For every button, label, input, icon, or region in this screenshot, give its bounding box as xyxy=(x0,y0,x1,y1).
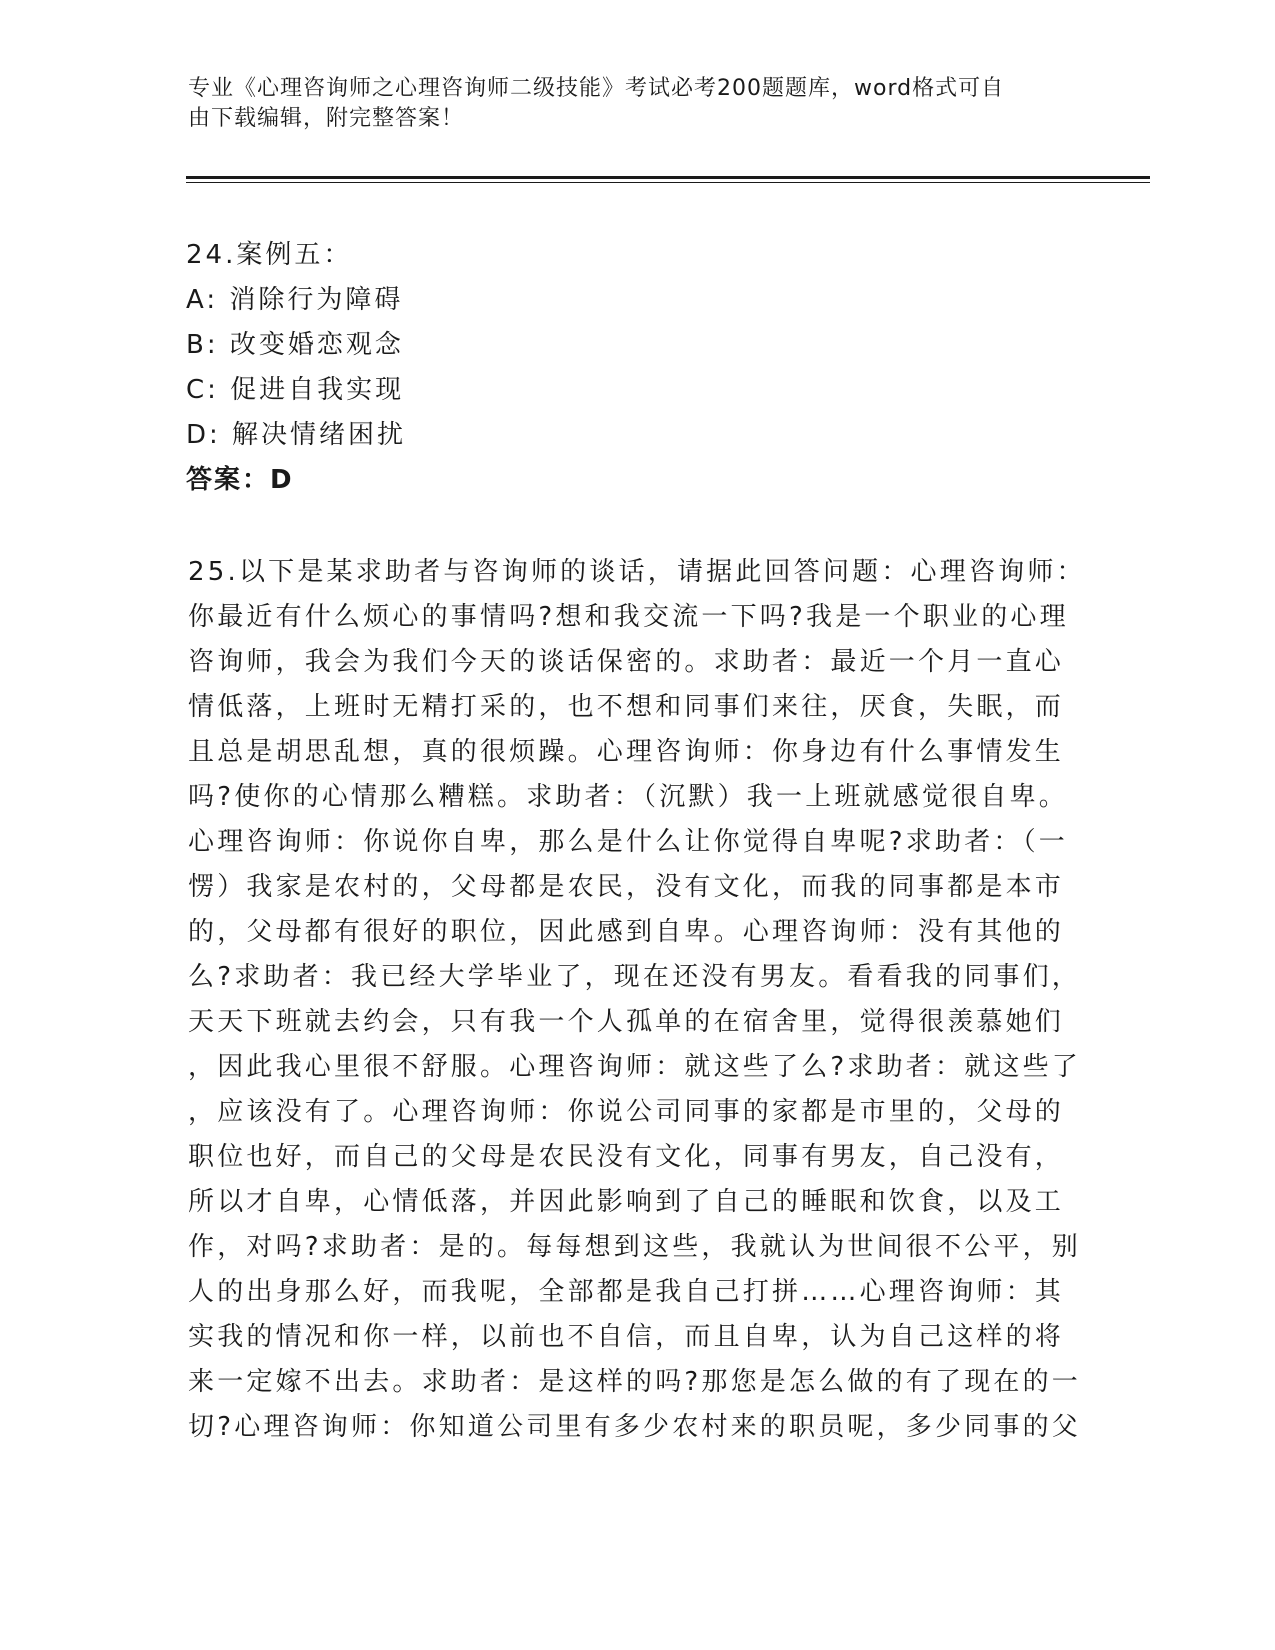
header-line-1: 专业《心理咨询师之心理咨询师二级技能》考试必考200题题库，word格式可自 xyxy=(188,76,1005,101)
question-25-line: 25.以下是某求助者与咨询师的谈话，请据此回答问题：心理咨询师： xyxy=(188,557,1086,587)
question-25-line: 你最近有什么烦心的事情吗?想和我交流一下吗?我是一个职业的心理 xyxy=(188,602,1069,632)
question-25-line: 吗?使你的心情那么糟糕。求助者：（沉默）我一上班就感觉很自卑。 xyxy=(188,782,1069,812)
question-25-line: 人的出身那么好，而我呢，全部都是我自己打拼……心理咨询师：其 xyxy=(188,1277,1065,1307)
question-25-line: ，因此我心里很不舒服。心理咨询师：就这些了么?求助者：就这些了 xyxy=(188,1052,1082,1082)
question-25-line: 切?心理咨询师：你知道公司里有多少农村来的职员呢，多少同事的父 xyxy=(188,1412,1082,1442)
question-25-line: 实我的情况和你一样，以前也不自信，而且自卑，认为自己这样的将 xyxy=(188,1322,1065,1352)
question-25-line: 所以才自卑，心情低落，并因此影响到了自己的睡眠和饮食，以及工 xyxy=(188,1187,1065,1217)
question-25 xyxy=(188,550,1086,1450)
question-24-option-d: D: 解决情绪困扰 xyxy=(186,420,407,450)
question-24-answer: 答案：D xyxy=(186,465,294,495)
header-rule-thin xyxy=(186,182,1150,183)
question-25-line: 职位也好，而自己的父母是农民没有文化，同事有男友，自己没有， xyxy=(188,1142,1065,1172)
question-24-option-c: C: 促进自我实现 xyxy=(186,375,405,405)
question-25-line: 情低落，上班时无精打采的，也不想和同事们来往，厌食，失眠，而 xyxy=(188,692,1065,722)
question-25-line: 心理咨询师：你说你自卑，那么是什么让你觉得自卑呢?求助者：（一 xyxy=(188,827,1069,857)
question-25-line: 作，对吗?求助者：是的。每每想到这些，我就认为世间很不公平，别 xyxy=(188,1232,1082,1262)
document-header xyxy=(188,74,1068,134)
question-25-line: 么?求助者：我已经大学毕业了，现在还没有男友。看看我的同事们， xyxy=(188,962,1082,992)
question-25-line: ，应该没有了。心理咨询师：你说公司同事的家都是市里的，父母的 xyxy=(188,1097,1065,1127)
header-rule-thick xyxy=(186,176,1150,179)
question-24-title: 24.案例五： xyxy=(186,240,353,270)
question-25-line: 的，父母都有很好的职位，因此感到自卑。心理咨询师：没有其他的 xyxy=(188,917,1065,947)
question-25-line: 来一定嫁不出去。求助者：是这样的吗?那您是怎么做的有了现在的一 xyxy=(188,1367,1082,1397)
question-24-option-a: A: 消除行为障碍 xyxy=(186,285,404,315)
question-24-option-b: B: 改变婚恋观念 xyxy=(186,330,404,360)
question-24 xyxy=(186,233,406,503)
question-25-line: 咨询师，我会为我们今天的谈话保密的。求助者：最近一个月一直心 xyxy=(188,647,1065,677)
question-25-line: 且总是胡思乱想，真的很烦躁。心理咨询师：你身边有什么事情发生 xyxy=(188,737,1065,767)
header-line-2: 由下载编辑，附完整答案！ xyxy=(188,106,465,131)
question-25-line: 愣）我家是农村的，父母都是农民，没有文化，而我的同事都是本市 xyxy=(188,872,1065,902)
question-25-line: 天天下班就去约会，只有我一个人孤单的在宿舍里，觉得很羡慕她们 xyxy=(188,1007,1065,1037)
